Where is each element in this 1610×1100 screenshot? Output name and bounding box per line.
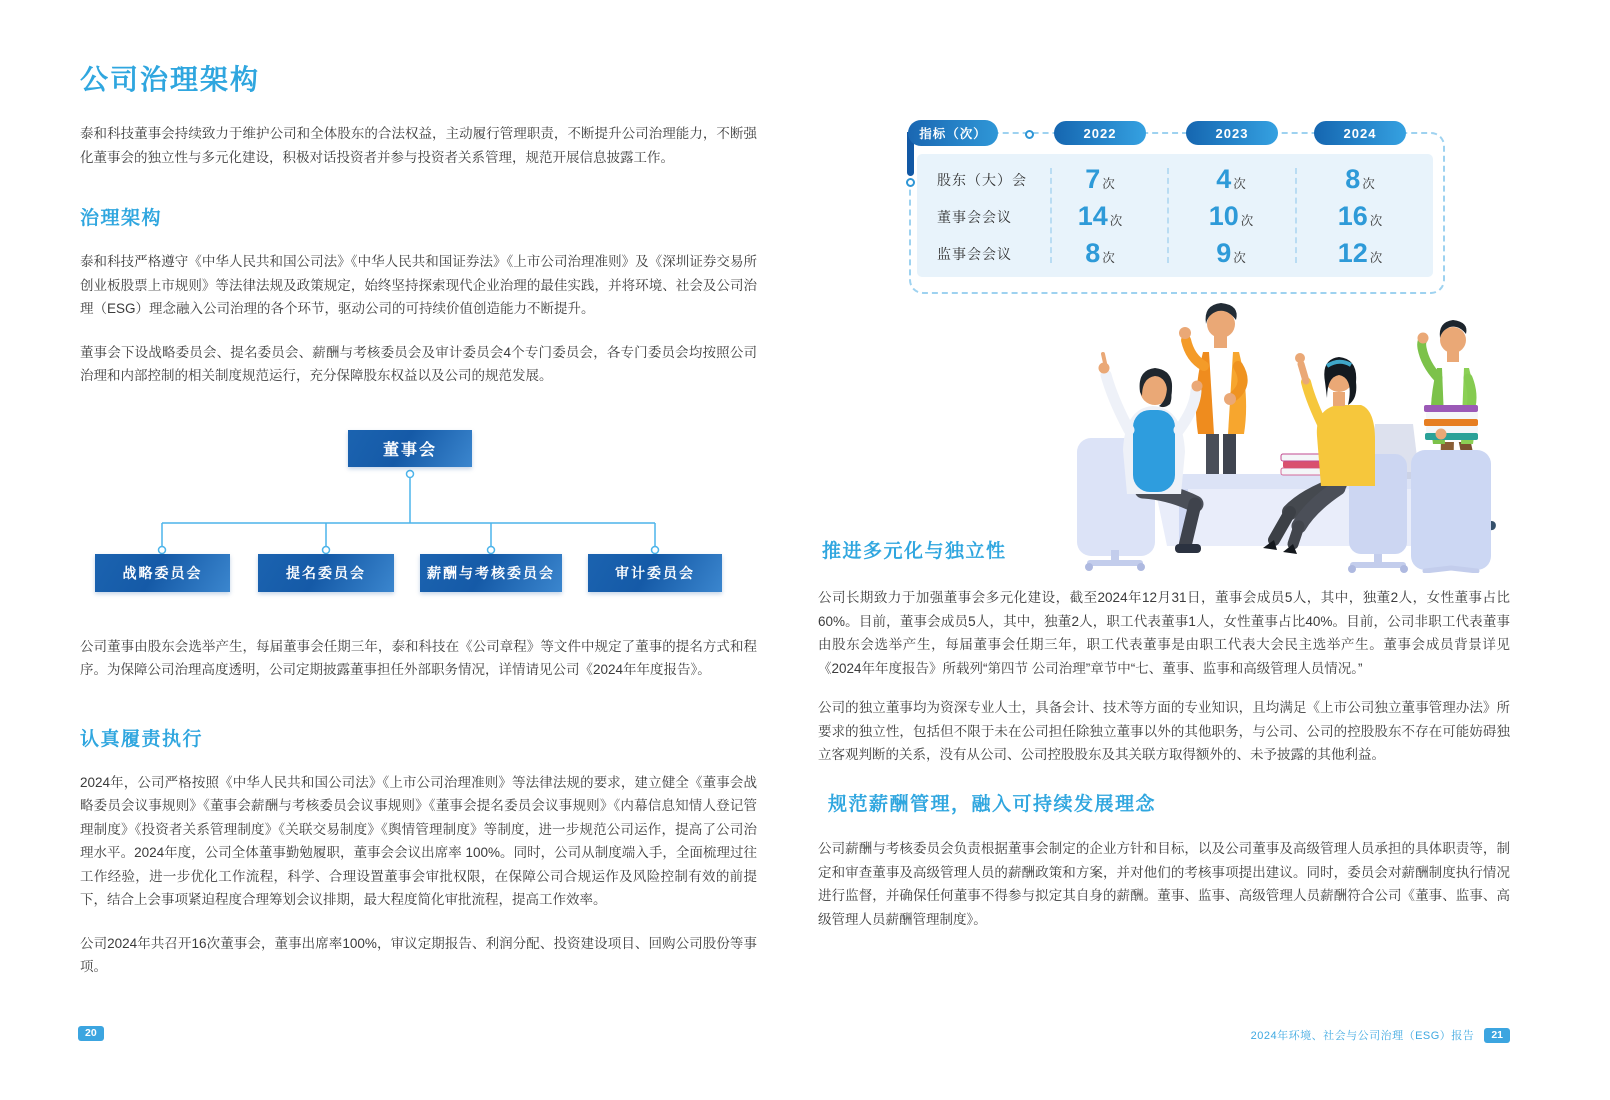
org-chart-nomination-committee-box: 提名委员会 bbox=[258, 554, 394, 592]
table-header-indicator: 指标（次） bbox=[908, 120, 998, 146]
org-chart bbox=[80, 430, 757, 593]
paragraph-committees: 董事会下设战略委员会、提名委员会、薪酬与考核委员会及审计委员会4个专门委员会，各专门委员会均按照公司治理和内部控制的相关制度规范运行，充分保障股东权益以及公司的规范发展。 bbox=[80, 344, 757, 383]
unit-label: 次 bbox=[1240, 214, 1254, 228]
unit-label: 次 bbox=[1369, 214, 1383, 228]
page-right bbox=[818, 0, 1518, 1100]
book-stack-carried bbox=[1424, 405, 1478, 440]
section-heading-governance-structure: 治理架构 bbox=[80, 208, 163, 229]
connector-dot bbox=[1025, 130, 1034, 139]
report-footer bbox=[1251, 1027, 1510, 1043]
office-chair-right bbox=[1411, 450, 1491, 571]
unit-label: 次 bbox=[1233, 251, 1246, 265]
page-number-left: 20 bbox=[78, 1026, 104, 1041]
page-title: 公司治理架构 bbox=[80, 64, 261, 95]
table-row-board-meetings bbox=[917, 199, 1433, 233]
org-chart-audit-committee-box: 审计委员会 bbox=[588, 554, 722, 592]
paragraph-compliance: 泰和科技严格遵守《中华人民共和国公司法》《中华人民共和国证券法》《上市公司治理准则》及《深圳证券交易所创业板股票上市规则》等法律法规及政策规定，始终坚持探索现代企业治理的最佳实践，并将环境、社会及公司治理（ESG）理念融入公司治理的各个环节，驱动公司的可持续价值创造能力不断提升。 bbox=[80, 254, 757, 316]
value-2022: 14 bbox=[1077, 201, 1108, 231]
section-heading-diversity-independence: 推进多元化与独立性 bbox=[822, 541, 1007, 562]
value-2024: 16 bbox=[1337, 201, 1368, 231]
value-2023: 10 bbox=[1208, 201, 1239, 231]
org-chart-remuneration-committee-box: 薪酬与考核委员会 bbox=[420, 554, 562, 592]
person-seated-blue bbox=[1077, 354, 1203, 571]
org-chart-board-box: 董事会 bbox=[348, 430, 472, 467]
value-2024: 8 bbox=[1345, 164, 1361, 194]
paragraph-board-meetings-2024: 公司2024年共召开16次董事会，董事出席率100%，审议定期报告、利润分配、投资建设项目、回购公司股份等事项。 bbox=[80, 935, 757, 974]
report-footer-title: 2024年环境、社会与公司治理（ESG）报告 bbox=[1250, 1030, 1475, 1042]
paragraph-2024-rules: 2024年，公司严格按照《中华人民共和国公司法》《上市公司治理准则》等法律法规的要求，建立健全《董事会战略委员会议事规则》《董事会薪酬与考核委员会议事规则》《董事会提名委员会议事规则》《内幕信息知情人登记管理制度》《投资者关系管理制度》《关联交易制度》《舆情管理制度》等制度，进一步规范公司运作，提高了公司治理水平。2024年度，公司全体董事勤勉履职，董事会会议出席率 100%。同时，公司从制度端入手，全面梳理过往工作经验，进一步优化工作流程，科学、合理设置董事会审批权限，在保障公司合规运作及风险控制有效的前提下，结合上会事项紧迫程度合理筹划会议排期，最大程度简化审批流程，提高工作效率。 bbox=[80, 774, 757, 907]
unit-label: 次 bbox=[1369, 251, 1383, 265]
unit-label: 次 bbox=[1109, 214, 1123, 228]
paragraph-remuneration: 公司薪酬与考核委员会负责根据董事会制定的企业方针和目标，以及公司董事及高级管理人员承担的具体职责等，制定和审查董事及高级管理人员的薪酬政策和方案，并对他们的考核事项提出建议。同时，委员会对薪酬制度执行情况进行监督，并确保任何董事不得参与拟定其自身的薪酬。董事、监事、高级管理人员薪酬符合公司《董事、监事、高级管理人员薪酬管理制度》。 bbox=[818, 841, 1510, 927]
meeting-count-table bbox=[885, 112, 1445, 297]
paragraph-independent-directors: 公司的独立董事均为资深专业人士，具备会计、技术等方面的专业知识，且均满足《上市公司独立董事管理办法》所要求的独立性，包括但不限于未在公司担任除独立董事以外的其他职务，与公司、公司的控股股东不存在可能妨碍独立客观判断的关系，没有从公司、公司控股股东及其关联方取得额外的、未予披露的其他利益。 bbox=[818, 700, 1510, 762]
value-2023: 9 bbox=[1216, 238, 1232, 268]
row-label: 董事会会议 bbox=[937, 209, 1012, 225]
table-row-supervisory-meetings bbox=[917, 236, 1433, 270]
intro-paragraph: 泰和科技董事会持续致力于维护公司和全体股东的合法权益，主动履行管理职责，不断提升公司治理能力，不断强化董事会的独立性与多元化建设，积极对话投资者并参与投资者关系管理，规范开展信息披露工作。 bbox=[80, 126, 757, 165]
connector-dot bbox=[906, 178, 915, 187]
value-2022: 7 bbox=[1085, 164, 1101, 194]
meeting-illustration bbox=[1043, 278, 1528, 573]
paragraph-director-election: 公司董事由股东会选举产生，每届董事会任期三年，泰和科技在《公司章程》等文件中规定了董事的提名方式和程序。为保障公司治理高度透明，公司定期披露董事担任外部职务情况，详情请见公司《2024年年度报告》。 bbox=[80, 638, 757, 677]
table-panel bbox=[917, 154, 1433, 277]
year-pill-2022: 2022 bbox=[1054, 121, 1146, 145]
paragraph-diversity: 公司长期致力于加强董事会多元化建设，截至2024年12月31日，董事会成员5人，其中，独董2人，女性董事占比60%。目前，董事会成员5人，其中，独董2人，职工代表董事1人，女性董事占比40%。目前，公司非职工代表董事由股东会选举产生，每届董事会任期三年，职工代表董事是由职工代表大会民主选举产生。董事会成员背景详见《2024年年度报告》所载列“第四节 公司治理”章节中“七、董事、监事和高级管理人员情况。” bbox=[818, 590, 1510, 676]
year-pill-2024: 2024 bbox=[1314, 121, 1406, 145]
unit-label: 次 bbox=[1362, 177, 1375, 191]
page-number-right: 21 bbox=[1484, 1028, 1510, 1043]
org-chart-strategy-committee-box: 战略委员会 bbox=[95, 554, 230, 592]
value-2022: 8 bbox=[1085, 238, 1101, 268]
unit-label: 次 bbox=[1233, 177, 1246, 191]
row-label: 监事会会议 bbox=[937, 246, 1012, 262]
value-2024: 12 bbox=[1337, 238, 1368, 268]
page-left bbox=[80, 58, 757, 993]
unit-label: 次 bbox=[1102, 177, 1115, 191]
section-heading-remuneration: 规范薪酬管理，融入可持续发展理念 bbox=[828, 794, 1157, 815]
unit-label: 次 bbox=[1102, 251, 1115, 265]
row-label: 股东（大）会 bbox=[937, 172, 1027, 188]
section-heading-duty-performance: 认真履责执行 bbox=[80, 728, 204, 750]
value-2023: 4 bbox=[1216, 164, 1232, 194]
table-row-shareholder-meetings bbox=[917, 162, 1433, 196]
year-pill-2023: 2023 bbox=[1186, 121, 1278, 145]
